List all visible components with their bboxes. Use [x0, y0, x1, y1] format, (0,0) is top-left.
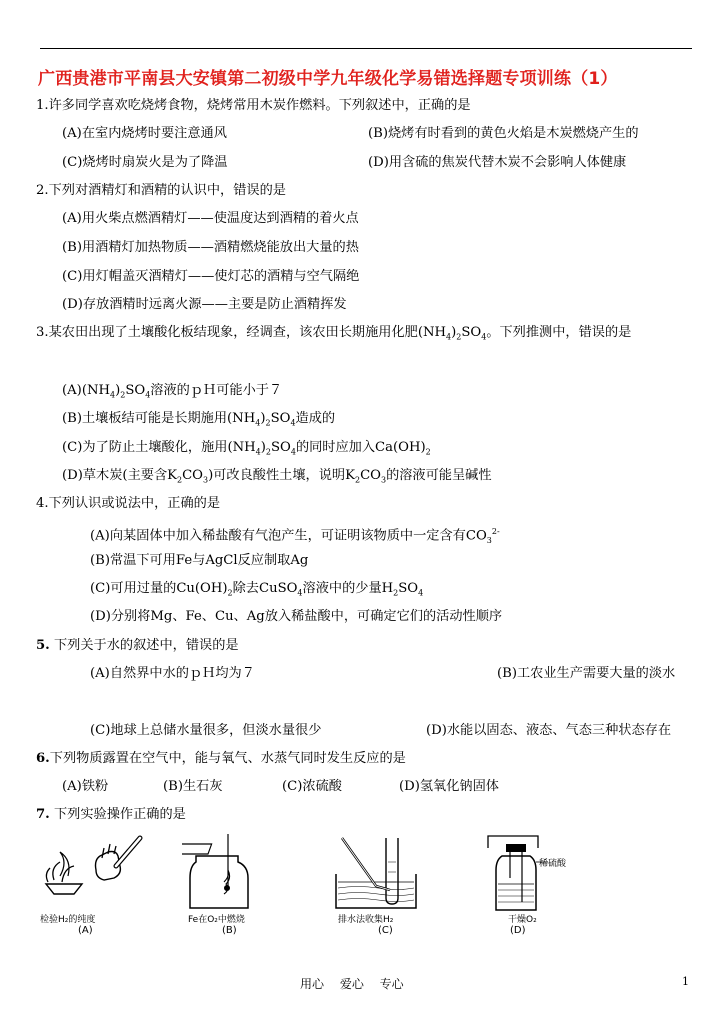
page-title: 广西贵港市平南县大安镇第二初级中学九年级化学易错选择题专项训练（1） [38, 69, 618, 89]
question-5-stem: 5. 下列关于水的叙述中，错误的是 [36, 638, 239, 653]
figure-a-hydrogen-test [38, 832, 148, 912]
question-3-option-d: (D)草木炭(主要含$K_2CO_3$)可改良酸性土壤，说明$K_2CO_3$的溶液可能呈碱性 [62, 468, 492, 485]
figure-d-caption: 干燥O₂ [508, 915, 537, 925]
question-5-option-a: (A)自然界中水的ｐＨ均为７ [90, 666, 255, 681]
question-1-option-b: (B)烧烤有时看到的黄色火焰是木炭燃烧产生的 [368, 126, 639, 141]
figure-d-label: (D) [510, 925, 526, 936]
question-6-option-d: (D)氢氧化钠固体 [399, 779, 499, 794]
question-2-stem: 2.下列对酒精灯和酒精的认识中，错误的是 [36, 183, 286, 198]
question-4-option-d: (D)分别将Mg、Fe、Cu、Ag放入稀盐酸中，可确定它们的活动性顺序 [90, 609, 503, 624]
question-5-option-b: (B)工农业生产需要大量的淡水 [497, 666, 676, 681]
question-4-option-c: (C)可用过量的$Cu(OH)_2$除去CuSO$_4$溶液中的少量$H_2SO_4$ [90, 581, 424, 598]
question-2-option-b: (B)用酒精灯加热物质——酒精燃烧能放出大量的热 [62, 240, 359, 255]
question-1-option-d: (D)用含硫的焦炭代替木炭不会影响人体健康 [368, 155, 627, 170]
question-5-option-d: (D)水能以固态、液态、气态三种状态存在 [426, 723, 672, 738]
question-4-stem: 4.下列认识或说法中，正确的是 [36, 496, 221, 511]
figure-d-drying-oxygen [476, 832, 576, 912]
question-1-stem: 1.许多同学喜欢吃烧烤食物，烧烤常用木炭作燃料。下列叙述中，正确的是 [36, 98, 471, 113]
question-6-option-b: (B)生石灰 [163, 779, 223, 794]
question-3-option-c: (C)为了防止土壤酸化，施用$(NH_4)_2SO_4$的同时应加入$Ca(OH)_2$ [62, 440, 431, 457]
figure-b-label: (B) [222, 925, 237, 936]
question-4-option-b: (B)常温下可用Fe与AgCl反应制取Ag [90, 553, 309, 568]
question-6-option-c: (C)浓硫酸 [282, 779, 342, 794]
question-1-option-a: (A)在室内烧烤时要注意通风 [62, 126, 227, 141]
figure-a-label: (A) [78, 925, 93, 936]
question-3-stem: 3.某农田出现了土壤酸化板结现象，经调查，该农田长期施用化肥$(NH_4)_2SO_4$。下列推测中，错误的是 [36, 325, 632, 342]
question-2-option-c: (C)用灯帽盖灭酒精灯——使灯芯的酒精与空气隔绝 [62, 269, 360, 284]
figure-c-water-collection [328, 832, 428, 912]
question-3-option-a: $(A)(NH_4)_2SO_4$溶液的ｐＨ可能小于７ [62, 383, 283, 400]
figure-a-caption: 检验H₂的纯度 [40, 915, 96, 925]
figure-d-side-label: 稀硫酸 [539, 859, 567, 869]
question-6-option-a: (A)铁粉 [62, 779, 109, 794]
page-number: 1 [682, 975, 689, 988]
question-7-stem: 7. 下列实验操作正确的是 [36, 807, 186, 822]
question-2-option-d: (D)存放酒精时远离火源——主要是防止酒精挥发 [62, 297, 347, 312]
header-rule [40, 48, 692, 49]
question-3-option-b: (B)土壤板结可能是长期施用$(NH_4)_2SO_4$造成的 [62, 411, 336, 428]
figure-b-caption: Fe在O₂中燃烧 [188, 915, 245, 925]
question-6-stem: 6.下列物质露置在空气中，能与氧气、水蒸气同时发生反应的是 [36, 751, 406, 766]
page-footer: 用心 爱心 专心 [300, 977, 404, 991]
question-5-option-c: (C)地球上总储水量很多，但淡水量很少 [90, 723, 322, 738]
figure-c-caption: 排水法收集H₂ [338, 915, 394, 925]
question-4-option-a: (A)向某固体中加入稀盐酸有气泡产生，可证明该物质中一定含有$CO_3^{2-}$ [90, 527, 500, 546]
figure-c-label: (C) [378, 925, 393, 936]
question-1-option-c: (C)烧烤时扇炭火是为了降温 [62, 155, 228, 170]
figure-b-iron-burning [182, 832, 262, 914]
question-2-option-a: (A)用火柴点燃酒精灯——使温度达到酒精的着火点 [62, 211, 359, 226]
